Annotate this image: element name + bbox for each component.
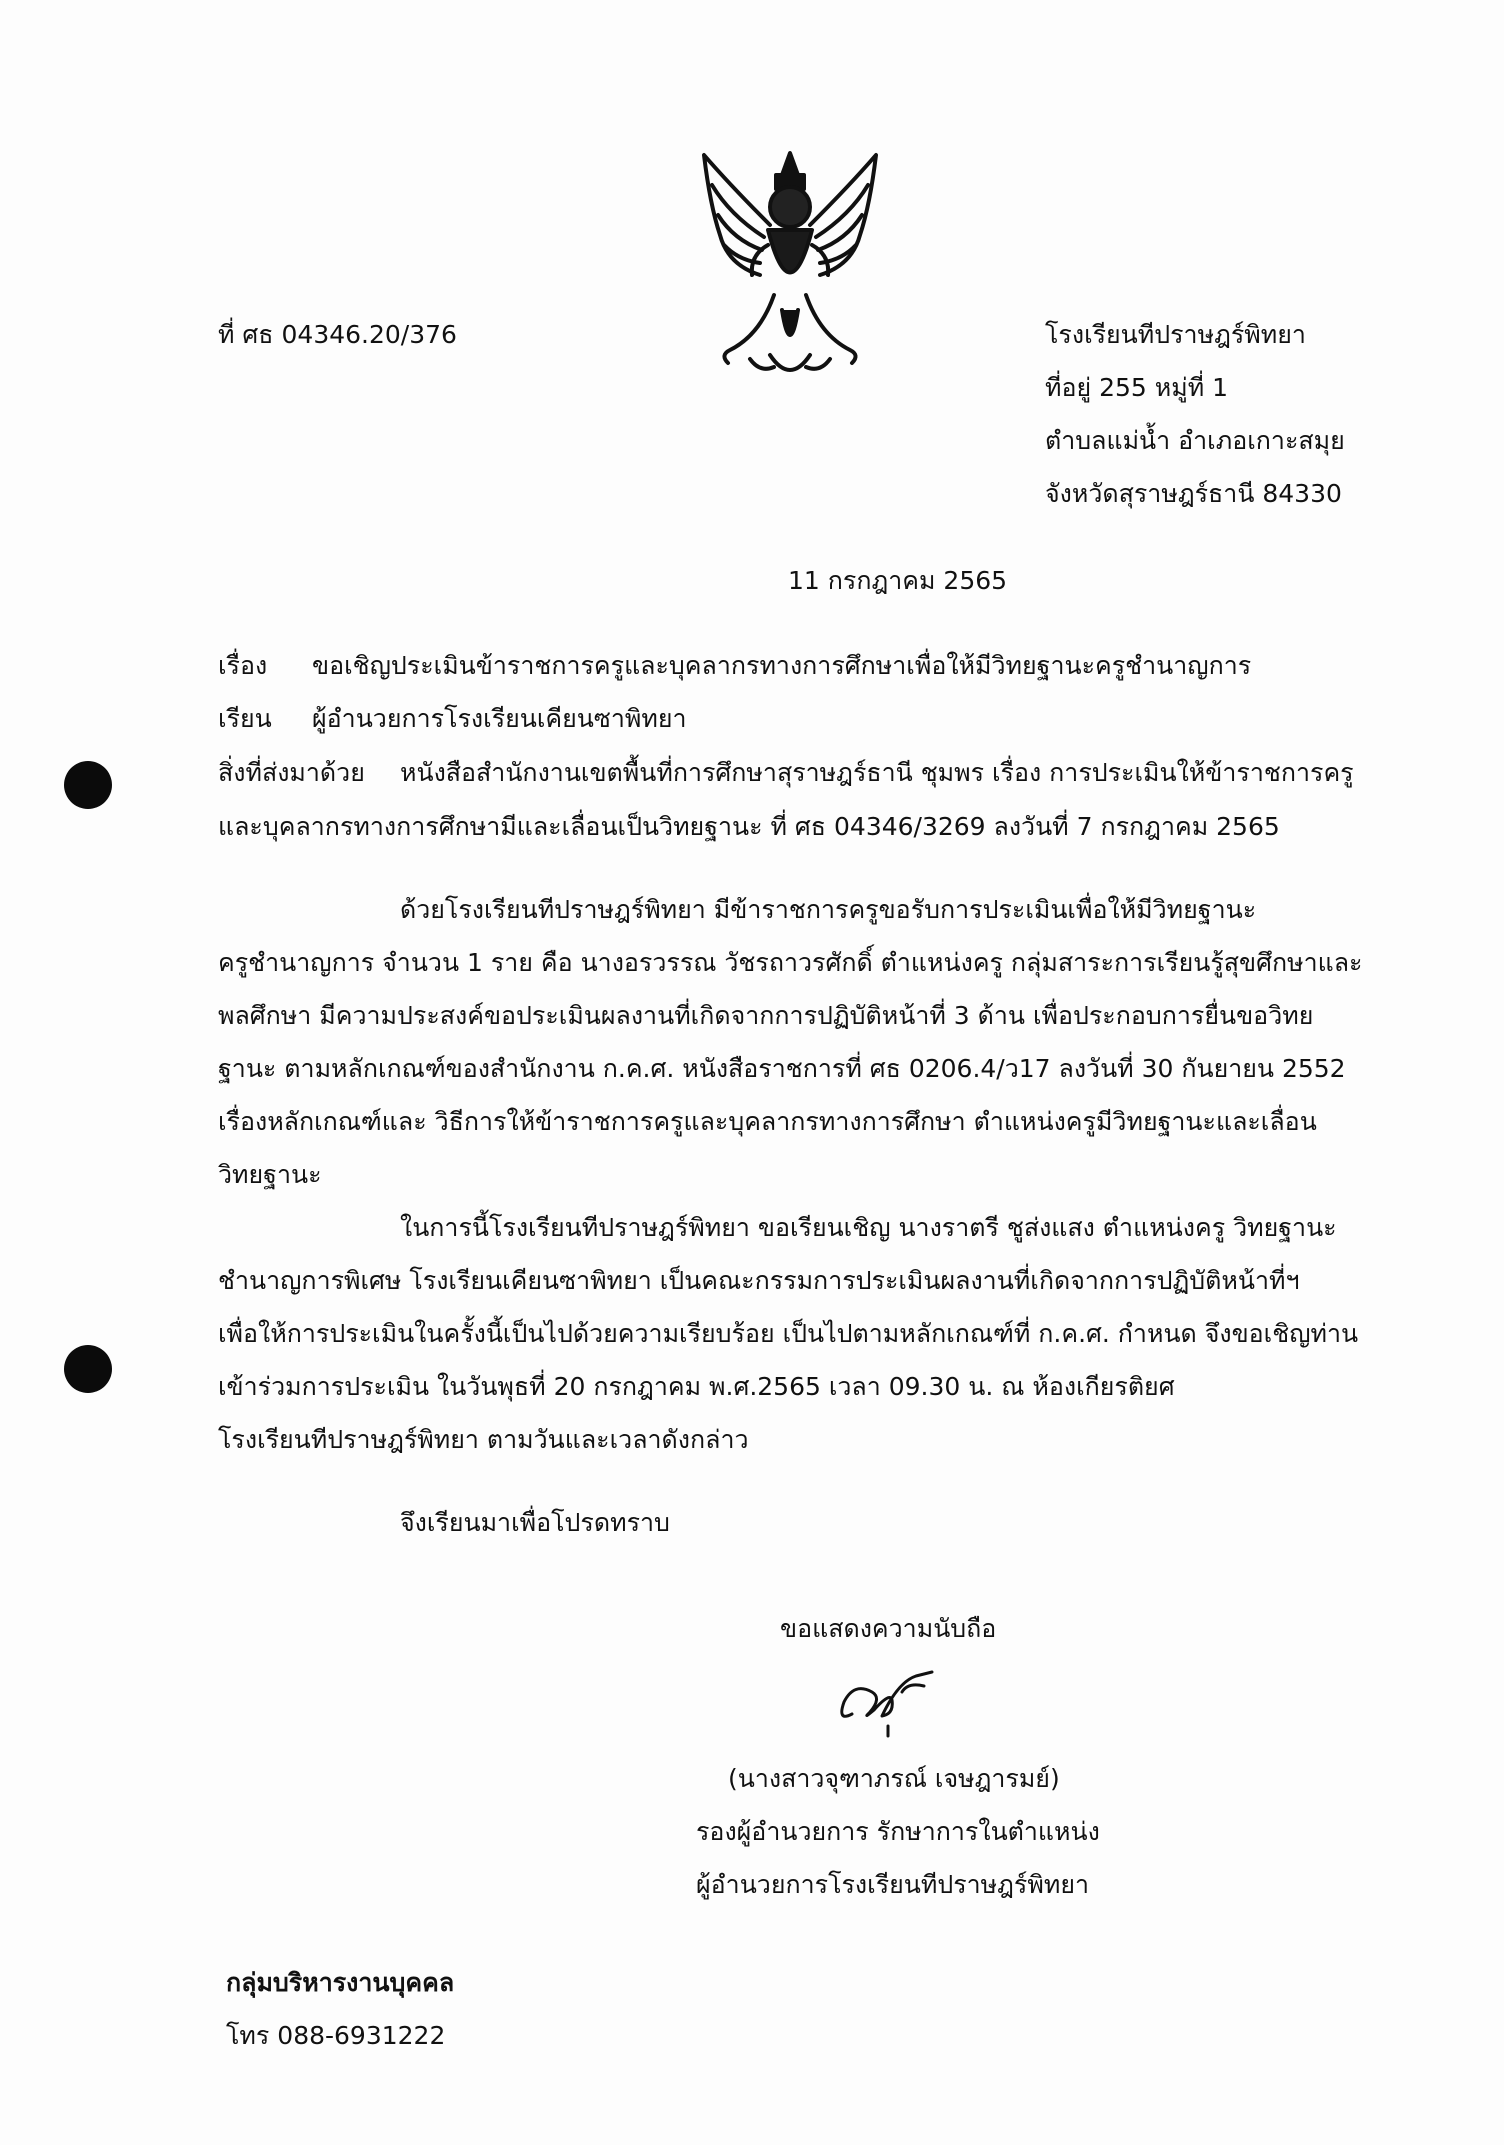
recipient-text: ผู้อำนวยการโรงเรียนเคียนซาพิทยา [312,704,687,733]
enclosure-text: หนังสือสำนักงานเขตพื้นที่การศึกษาสุราษฎร์ธานี ชุมพร เรื่อง การประเมินให้ข้าราชการครู [400,758,1354,787]
garuda-emblem-icon [690,145,890,390]
body-line: เข้าร่วมการประเมิน ในวันพุธที่ 20 กรกฎาคม พ.ศ.2565 เวลา 09.30 น. ณ ห้องเกียรติยศ [218,1372,1175,1401]
punch-hole [64,1345,112,1393]
school-address-line: ที่อยู่ 255 หมู่ที่ 1 [1045,373,1229,402]
body-line: พลศึกษา มีความประสงค์ขอประเมินผลงานที่เกิดจากการปฏิบัติหน้าที่ 3 ด้าน เพื่อประกอบการยื่นขอวิทย [218,1001,1314,1030]
subject-label: เรื่อง [218,651,268,680]
body-line: ด้วยโรงเรียนทีปราษฎร์พิทยา มีข้าราชการครูขอรับการประเมินเพื่อให้มีวิทยฐานะ [400,895,1257,924]
body-line: เพื่อให้การประเมินในครั้งนี้เป็นไปด้วยความเรียบร้อย เป็นไปตามหลักเกณฑ์ที่ ก.ค.ศ. กำหนด จึงขอเชิญท่าน [218,1319,1359,1348]
handwritten-signature [832,1652,942,1742]
reference-number: ที่ ศธ 04346.20/376 [218,320,457,349]
letter-date: 11 กรกฎาคม 2565 [788,566,1008,595]
body-line: ชำนาญการพิเศษ โรงเรียนเคียนซาพิทยา เป็นคณะกรรมการประเมินผลงานที่เกิดจากการปฏิบัติหน้าที่ฯ [218,1266,1300,1295]
contact-phone: โทร 088-6931222 [226,2021,446,2050]
school-name: โรงเรียนทีปราษฎร์พิทยา [1045,320,1306,349]
school-address-line: ตำบลแม่น้ำ อำเภอเกาะสมุย [1045,426,1345,455]
subject-text: ขอเชิญประเมินข้าราชการครูและบุคลากรทางการศึกษาเพื่อให้มีวิทยฐานะครูชำนาญการ [312,651,1252,680]
enclosure-text-continued: และบุคลากรทางการศึกษามีและเลื่อนเป็นวิทยฐานะ ที่ ศธ 04346/3269 ลงวันที่ 7 กรกฎาคม 2565 [218,812,1280,841]
body-line: ในการนี้โรงเรียนทีปราษฎร์พิทยา ขอเรียนเชิญ นางราตรี ชูส่งแสง ตำแหน่งครู วิทยฐานะ [400,1213,1337,1242]
punch-hole [64,761,112,809]
body-line: ครูชำนาญการ จำนวน 1 ราย คือ นางอรวรรณ วัชรถาวรศักดิ์ ตำแหน่งครู กลุ่มสาระการเรียนรู้สุขศึกษาและ [218,948,1363,977]
enclosure-label: สิ่งที่ส่งมาด้วย [218,758,365,787]
department-name: กลุ่มบริหารงานบุคคล [226,1968,455,1997]
signer-title: ผู้อำนวยการโรงเรียนทีปราษฎร์พิทยา [696,1870,1090,1899]
signer-name: (นางสาวจุฑาภรณ์ เจษฎารมย์) [728,1764,1060,1793]
body-line: ฐานะ ตามหลักเกณฑ์ของสำนักงาน ก.ค.ศ. หนังสือราชการที่ ศธ 0206.4/ว17 ลงวันที่ 30 กันยายน 2552 [218,1054,1346,1083]
body-line: เรื่องหลักเกณฑ์และ วิธีการให้ข้าราชการครูและบุคลากรทางการศึกษา ตำแหน่งครูมีวิทยฐานะและเลื่อน [218,1107,1317,1136]
recipient-label: เรียน [218,704,272,733]
closing-salutation: ขอแสดงความนับถือ [780,1614,997,1643]
body-line: วิทยฐานะ [218,1160,322,1189]
body-line: โรงเรียนทีปราษฎร์พิทยา ตามวันและเวลาดังกล่าว [218,1425,749,1454]
school-address-line: จังหวัดสุราษฎร์ธานี 84330 [1045,479,1342,508]
closing-request: จึงเรียนมาเพื่อโปรดทราบ [400,1508,670,1537]
signer-title: รองผู้อำนวยการ รักษาการในตำแหน่ง [696,1817,1100,1846]
